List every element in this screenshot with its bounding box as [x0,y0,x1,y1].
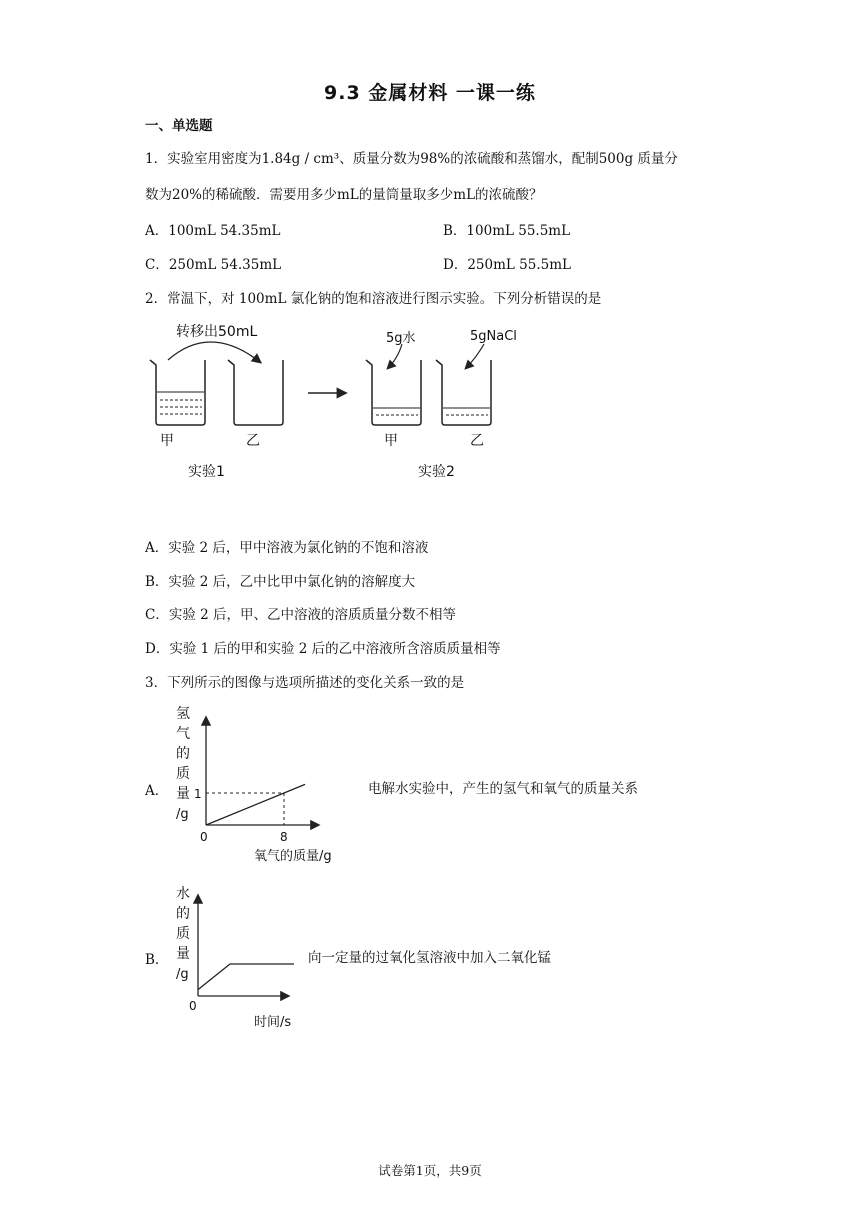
label-yi-2: 乙 [470,433,484,449]
graph-a-ylabel-char-2: 气 [176,726,190,742]
label-jia-2: 甲 [384,433,398,449]
q1-option-b [443,219,570,239]
q3-option-a-desc: 电解水实验中，产生的氢气和氧气的质量关系 [368,781,638,797]
beaker-yi-exp1 [228,360,283,425]
transfer-arrow [168,342,260,362]
q2-option-a: A．实验 2 后，甲中溶液为氯化钠的不饱和溶液 [145,540,429,556]
q1-option-d-text: 250mL 55.5mL [467,257,571,273]
graph-a-plot [206,784,305,825]
graph-b-yunit: /g [176,967,189,982]
graph-b-ylabel-char-4: 量 [176,946,190,962]
graph-a [168,700,368,868]
question-1-line-2: 数为20%的稀硫酸．需要用多少mL的量筒量取多少mL的浓硫酸？ [145,187,543,203]
beaker-yi-exp2 [436,360,491,425]
q2-option-b: B．实验 2 后，乙中比甲中氯化钠的溶解度大 [145,574,416,590]
label-exp1: 实验1 [188,464,225,480]
q3-option-b-desc: 向一定量的过氧化氢溶液中加入二氧化锰 [308,950,551,966]
graph-a-ylabel-char-1: 氢 [176,706,190,722]
q1-option-b-letter: B． [443,223,467,239]
q1-option-a [145,219,281,239]
experiment-figure [140,318,560,488]
water-arrow [388,344,402,368]
graph-a-xlabel: 氧气的质量/g [254,849,332,864]
graph-a-ylabel-char-4: 质 [176,766,190,782]
question-2-stem: 2．常温下，对 100mL 氯化钠的饱和溶液进行图示实验。下列分析错误的是 [145,291,602,307]
q1-option-a-text: 100mL 54.35mL [168,223,281,239]
graph-a-line [206,784,305,825]
question-1-line-1: 1．实验室用密度为1.84g / cm³、质量分数为98%的浓硫酸和蒸馏水，配制500g 质量分 [145,151,678,167]
graph-a-ylabel-char-5: 量 [176,786,190,802]
graph-b-xlabel: 时间/s [254,1015,292,1030]
graph-b [168,880,318,1030]
salt-arrow [466,344,484,368]
q1-option-c [145,253,281,273]
label-jia-1: 甲 [160,433,174,449]
graph-b-origin: 0 [189,999,197,1013]
label-yi-1: 乙 [246,433,260,449]
beaker-jia-exp1 [150,360,205,425]
question-3-stem: 3．下列所示的图像与选项所描述的变化关系一致的是 [145,675,465,691]
graph-a-xtick: 8 [280,830,288,844]
water-label: 5g水 [386,331,416,346]
label-exp2: 实验2 [418,464,455,480]
graph-b-plot [198,964,294,990]
graph-b-ylabel-char-3: 质 [176,926,190,942]
graph-a-ylabel-char-3: 的 [176,746,190,762]
q1-option-b-text: 100mL 55.5mL [466,223,571,239]
graph-b-line [198,964,294,990]
page-footer: 试卷第1页，共9页 [378,1163,482,1178]
q1-option-d-letter: D． [443,257,468,273]
page-title: 9.3 金属材料 一课一练 [324,82,536,104]
beaker-jia-exp2 [366,360,421,425]
section-heading: 一、单选题 [145,118,213,134]
q2-option-d: D．实验 1 后的甲和实验 2 后的乙中溶液所含溶质质量相等 [145,641,501,657]
q1-option-c-text: 250mL 54.35mL [168,257,282,273]
graph-a-ytick: 1 [194,787,202,801]
q1-option-c-letter: C． [145,257,169,273]
graph-b-ylabel-char-1: 水 [176,886,190,902]
transfer-label: 转移出50mL [176,324,258,340]
graph-a-origin: 0 [200,830,208,844]
q3-option-a-letter: A． [145,783,169,799]
salt-label: 5gNaCl [470,329,517,344]
q3-option-b-letter: B． [145,952,169,968]
q2-option-c: C．实验 2 后，甲、乙中溶液的溶质质量分数不相等 [145,607,457,623]
q1-option-a-letter: A． [145,223,169,239]
graph-b-ylabel-char-2: 的 [176,906,190,922]
graph-a-yunit: /g [176,807,189,822]
q1-option-d [443,253,571,273]
